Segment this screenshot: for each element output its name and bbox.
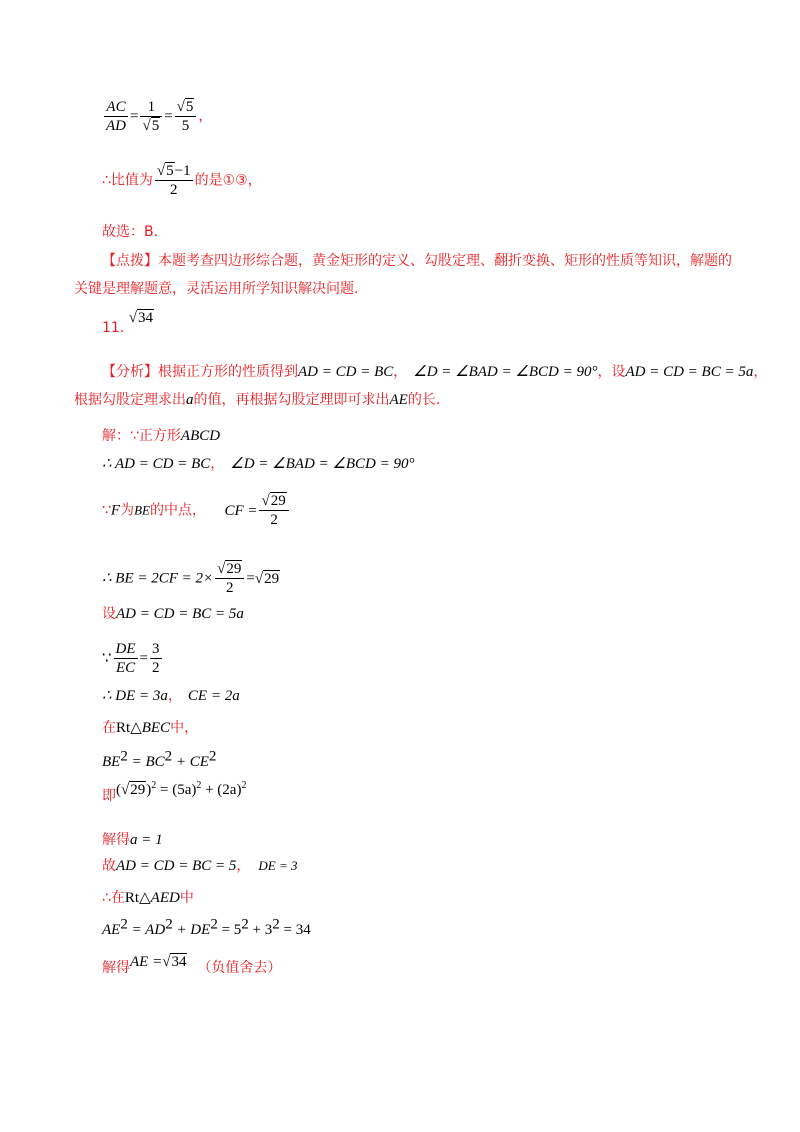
solution-line-9: $BE^2 = BC^2 + CE^2$: [102, 748, 217, 770]
de-ec-fraction: $\frac{DE}{EC}$: [115, 641, 136, 676]
triangle-icon: △: [130, 720, 142, 736]
solution-line-7: ∴ DE = 3a， CE = 2a: [102, 688, 240, 704]
solution-line-10: 即$(√29)^2 = (5a)^2 + (2a)^2$: [102, 780, 247, 804]
golden-ratio-fraction: $\frac{√5-1}{2}$: [156, 163, 191, 198]
solution-line-15: 解得AE =√34 （负值舍去）: [102, 954, 282, 976]
triangle-icon: △: [139, 890, 151, 906]
cf-fraction: $\frac{√29}{2}$: [259, 492, 288, 529]
answer-choice: 故选：B.: [102, 224, 159, 240]
solution-line-13: ∴在Rt△AED中: [102, 890, 194, 906]
solution-line-5: 设AD = CD = BC = 5a: [102, 606, 244, 622]
fraction-sqrt5-5: $\frac{√5}{5}$: [175, 98, 197, 135]
solution-line-6: ∵ $\frac{DE}{EC}$ = $\frac{3}{2}$: [102, 641, 160, 676]
analysis-paragraph: 【分析】根据正方形的性质得到AD = CD = BC， ∠D = ∠BAD = ∠BCD = 90°，设AD = CD = BC = 5a， 根据勾股定理求出a的值，再根据勾股定理即可求出AE的长.: [74, 364, 768, 408]
sqrt-symbol: √5: [142, 118, 160, 134]
solution-line-2: ∴ AD = CD = BC， ∠D = ∠BAD = ∠BCD = 90°: [102, 456, 415, 472]
solution-line-14: $AE^2 = AD^2 + DE^2 = 5^2 + 3^2 = 34$: [102, 916, 311, 938]
tip-text: 本题考查四边形综合题，黄金矩形的定义、勾股定理、翻折变换、矩形的性质等知识，解题的关键是理解题意，灵活运用所学知识解决问题.: [74, 253, 732, 297]
be-fraction: $\frac{√29}{2}$: [215, 560, 244, 597]
solution-line-12: 故AD = CD = BC = 5， DE = 3: [102, 858, 298, 874]
three-halves-fraction: $\frac{3}{2}$: [152, 641, 160, 676]
ratio-conclusion: ∴比值为 $\frac{√5-1}{2}$ 的是①③，: [102, 163, 262, 198]
solution-line-8: 在Rt△BEC中，: [102, 720, 199, 736]
tip-label: 【点拨】: [102, 253, 158, 269]
ratio-line: $\frac{AC}{AD}$ = $\frac{1}{√5}$ = $\frac{√5}{5}$ ，: [106, 99, 213, 134]
question-11: 11. √34: [102, 310, 153, 336]
fraction-one-sqrt5: $\frac{1}{√5}$: [140, 98, 162, 135]
analysis-label: 【分析】: [102, 364, 158, 380]
solution-line-3: ∵F为BE的中点， CF = $\frac{√29}{2}$: [102, 492, 291, 529]
fraction-ac-ad: $\frac{AC}{AD}$: [106, 99, 126, 134]
q11-answer: √34: [128, 310, 153, 326]
solution-line-1: 解：∵正方形ABCD: [102, 428, 221, 444]
solution-line-4: ∴ BE = 2CF = 2× $\frac{√29}{2}$ =√29: [102, 561, 280, 596]
tip-paragraph: [74, 247, 734, 303]
solution-line-11: 解得a = 1: [102, 832, 163, 848]
